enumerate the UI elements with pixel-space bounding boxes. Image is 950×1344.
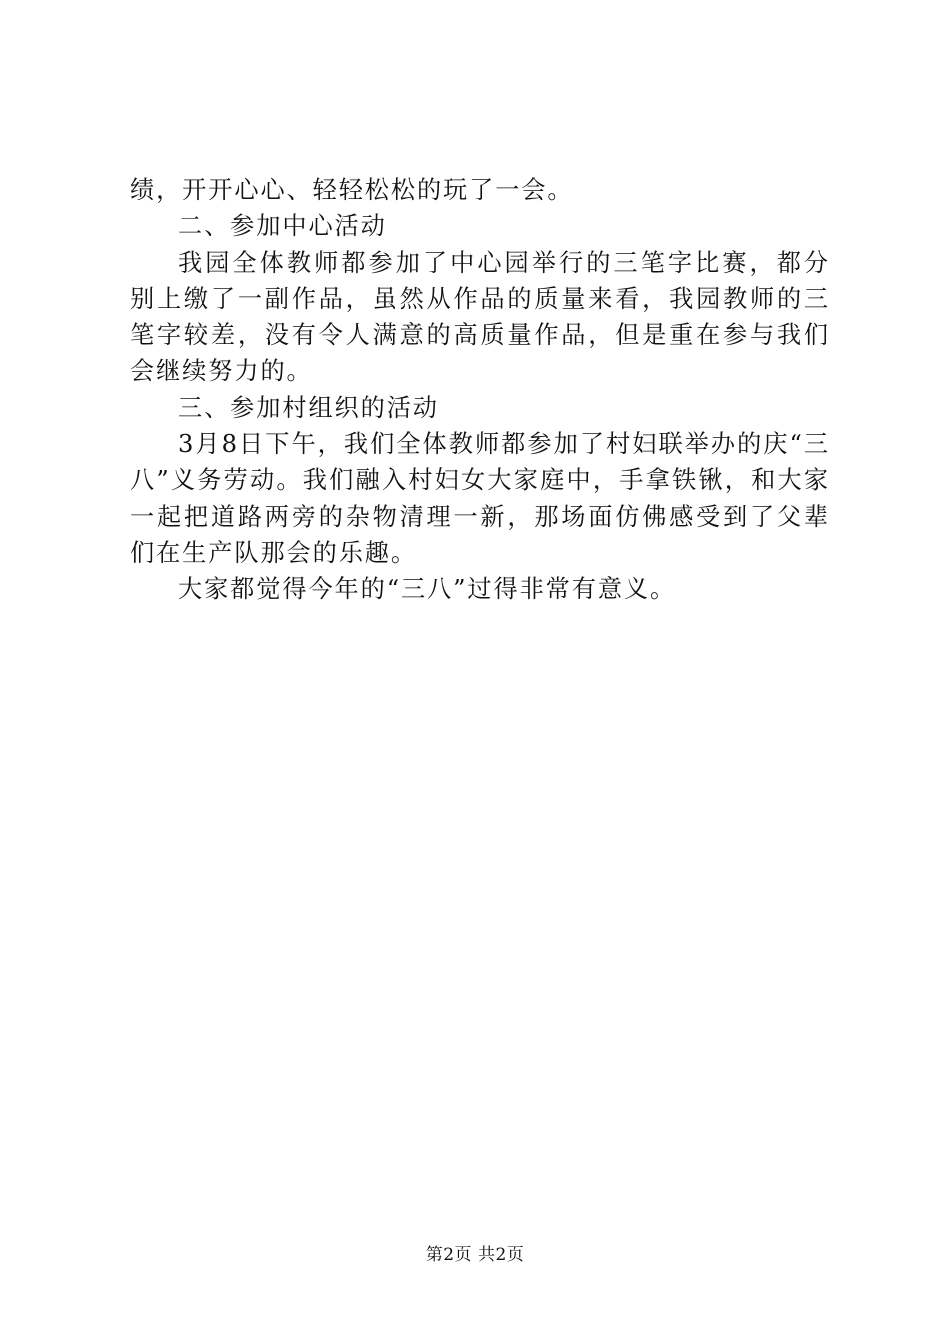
document-body: [130, 172, 830, 608]
section-heading-3: 三、参加村组织的活动: [178, 393, 439, 422]
paragraph-conclusion: 大家都觉得今年的“三八”过得非常有意义。: [178, 575, 677, 604]
page-number-label: 第2页 共2页: [425, 1245, 525, 1265]
page-footer: [0, 1243, 950, 1267]
paragraph-continuation: 绩，开开心心、轻轻松松的玩了一会。: [130, 176, 574, 204]
section-heading-2: 二、参加中心活动: [178, 212, 387, 241]
paragraph-center-activity: 我园全体教师都参加了中心园举行的三笔字比赛，都分别上缴了一副作品，虽然从作品的质量来看，我园教师的三笔字较差，没有令人满意的高质量作品，但是重在参与我们会继续努力的。: [130, 248, 830, 386]
paragraph-village-activity: 3月8日下午，我们全体教师都参加了村妇联举办的庆“三八”义务劳动。我们融入村妇女大家庭中，手拿铁锹，和大家一起把道路两旁的杂物清理一新，那场面仿佛感受到了父辈们在生产队那会的乐趣。: [130, 430, 830, 567]
